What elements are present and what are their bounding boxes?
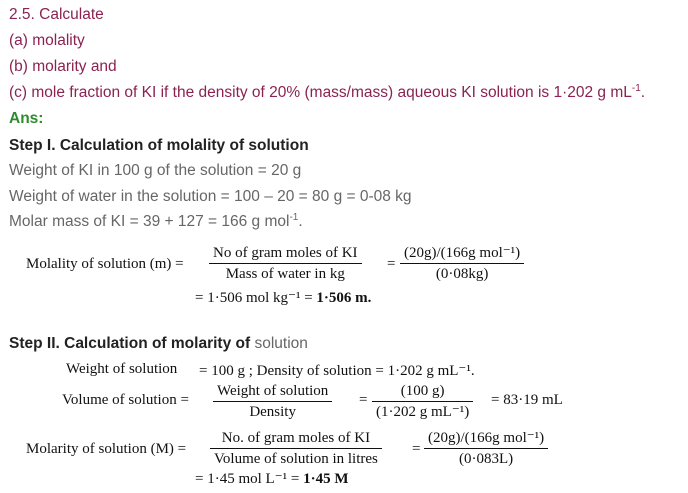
molarity-fraction-2 [424,428,548,469]
molality-fraction-1 [209,243,362,284]
step2-heading-plain: solution [250,335,308,352]
molarity-frac2-numerator: (20g)/(166g mol⁻¹) [428,430,545,446]
weight-label: Weight of solution [66,361,178,377]
volume-fraction-2 [372,381,473,422]
molality-equals: = [387,256,396,272]
molality-frac1-numerator: No of gram moles of KI [213,245,358,261]
volume-frac1-numerator: Weight of solution [217,383,329,399]
step1-line3-sup: -1 [289,211,299,223]
step1-line1: Weight of KI in 100 g of the solution = 20 g [9,162,302,179]
molarity-frac1-denominator: Volume of solution in litres [210,448,382,469]
volume-result: = 83·19 mL [491,392,563,408]
step1-heading-text: Step I. Calculation of molality of solution [9,137,309,154]
molality-result [195,288,371,307]
step1-line2: Weight of water in the solution = 100 – 20 = 80 g = 0-08 kg [9,188,412,205]
molarity-frac1-numerator: No. of gram moles of KI [221,430,371,446]
molality-result-bold: 1·506 m. [316,290,372,306]
molality-frac2-numerator: (20g)/(166g mol⁻¹) [404,245,521,261]
question-part-c [9,84,645,102]
volume-fraction-1 [213,381,332,422]
answer-label: Ans: [9,110,44,127]
question-part-b: (b) molarity and [9,58,117,75]
molarity-frac2-denominator: (0·083L) [424,448,548,469]
volume-frac1-denominator: Density [213,401,332,422]
question-part-c-end: . [640,84,646,101]
question-part-c-sup: -1 [631,82,641,94]
molarity-label-text: Molarity of solution (M) [26,441,174,457]
molarity-result [195,469,349,488]
molarity-equals: = [412,441,421,457]
molality-label: Molality of solution (m) = [26,256,184,272]
weight-value: = 100 g ; Density of solution = 1·202 g mL⁻¹. [199,363,475,379]
molality-label-text: Molality of solution (m) [26,256,172,272]
molarity-label: Molarity of solution (M) = [26,441,187,457]
volume-equals: = [359,392,368,408]
step1-line3 [9,213,303,231]
step1-line3-text: Molar mass of KI = 39 + 127 = 166 g mol [9,213,290,230]
question-part-a: (a) molality [9,32,85,49]
molarity-result-bold: 1·45 M [303,471,349,487]
volume-label: Volume of solution = [62,392,189,408]
volume-frac2-numerator: (100 g) [400,383,445,399]
molality-frac2-denominator: (0·08kg) [400,263,524,284]
molarity-fraction-1 [210,428,382,469]
molarity-result-text: = 1·45 mol L⁻¹ = [195,471,300,487]
question-title: 2.5. Calculate [9,6,104,23]
molality-frac1-denominator: Mass of water in kg [209,263,362,284]
step1-heading [9,137,309,155]
molality-result-text: = 1·506 mol kg⁻¹ = [195,290,313,306]
question-part-c-text: (c) mole fraction of KI if the density of 20% (mass/mass) aqueous KI solution is 1·202 g mL [9,84,632,101]
molality-fraction-2 [400,243,524,284]
volume-frac2-denominator: (1·202 g mL⁻¹) [372,401,473,422]
volume-label-text: Volume of solution [62,392,177,408]
step1-line3-end: . [298,213,303,230]
step2-heading [9,335,308,353]
step2-heading-bold: Step II. Calculation of molarity of [9,335,251,352]
